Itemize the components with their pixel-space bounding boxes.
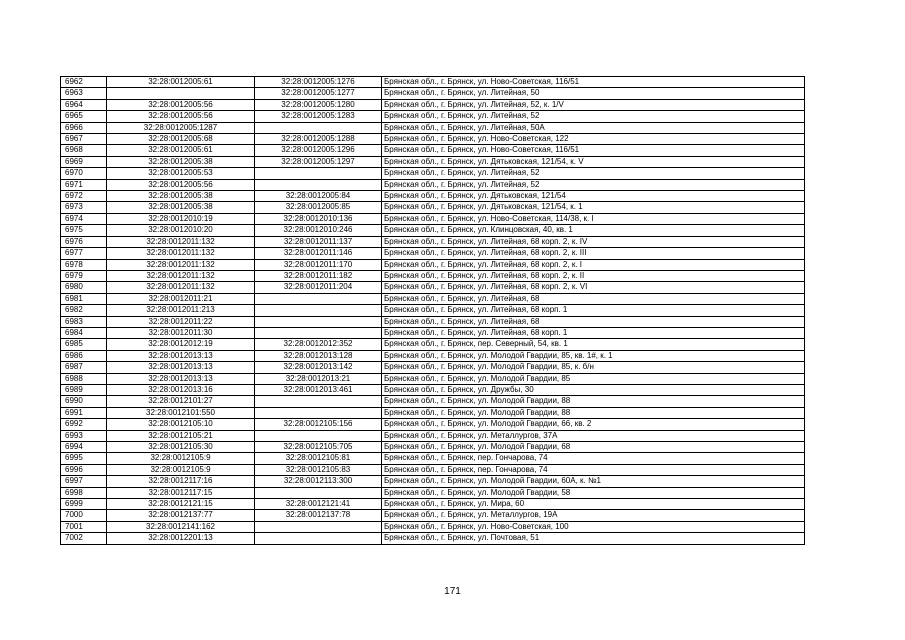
parcel-number-cell: 32:28:0012010:20 [107, 225, 255, 236]
table-row [61, 464, 805, 475]
row-number-cell: 6977 [61, 248, 107, 259]
row-number-cell: 6975 [61, 225, 107, 236]
object-number-cell [255, 533, 382, 544]
object-number-cell: 32:28:0012113:300 [255, 476, 382, 487]
table-row [61, 122, 805, 133]
object-number-cell: 32:28:0012005:1288 [255, 134, 382, 145]
object-number-cell: 32:28:0012011:182 [255, 270, 382, 281]
address-cell: Брянская обл., г. Брянск, ул. Молодой Гвардии, 88 [382, 396, 805, 407]
object-number-cell: 32:28:0012105:705 [255, 442, 382, 453]
table-row [61, 419, 805, 430]
address-cell: Брянская обл., г. Брянск, ул. Мира, 60 [382, 499, 805, 510]
parcel-number-cell: 32:28:0012005:38 [107, 191, 255, 202]
row-number-cell: 6962 [61, 77, 107, 88]
address-cell: Брянская обл., г. Брянск, ул. Литейная, 68 корп. 2, к. IV [382, 236, 805, 247]
row-number-cell: 6963 [61, 88, 107, 99]
row-number-cell: 6973 [61, 202, 107, 213]
table-row [61, 293, 805, 304]
address-cell: Брянская обл., г. Брянск, ул. Дружбы, 30 [382, 384, 805, 395]
parcel-number-cell [107, 88, 255, 99]
address-cell: Брянская обл., г. Брянск, ул. Литейная, 68 [382, 316, 805, 327]
row-number-cell: 6989 [61, 384, 107, 395]
object-number-cell: 32:28:0012005:1283 [255, 111, 382, 122]
table-row [61, 77, 805, 88]
object-number-cell: 32:28:0012011:204 [255, 282, 382, 293]
parcel-number-cell: 32:28:0012005:56 [107, 111, 255, 122]
address-cell: Брянская обл., г. Брянск, пер. Гончарова, 74 [382, 464, 805, 475]
address-cell: Брянская обл., г. Брянск, пер. Гончарова, 74 [382, 453, 805, 464]
object-number-cell [255, 407, 382, 418]
address-cell: Брянская обл., г. Брянск, ул. Литейная, 68 корп. 1 [382, 305, 805, 316]
table-row [61, 213, 805, 224]
parcel-number-cell: 32:28:0012005:38 [107, 156, 255, 167]
table-row [61, 225, 805, 236]
row-number-cell: 6984 [61, 327, 107, 338]
address-cell: Брянская обл., г. Брянск, ул. Ново-Советская, 122 [382, 134, 805, 145]
table-row [61, 168, 805, 179]
address-cell: Брянская обл., г. Брянск, ул. Литейная, 68 корп. 2, к. III [382, 248, 805, 259]
table-row [61, 373, 805, 384]
row-number-cell: 6996 [61, 464, 107, 475]
object-number-cell: 32:28:0012013:21 [255, 373, 382, 384]
object-number-cell [255, 316, 382, 327]
table-row [61, 305, 805, 316]
object-number-cell: 32:28:0012010:136 [255, 213, 382, 224]
row-number-cell: 7002 [61, 533, 107, 544]
parcel-number-cell: 32:28:0012105:10 [107, 419, 255, 430]
row-number-cell: 6968 [61, 145, 107, 156]
address-cell: Брянская обл., г. Брянск, ул. Литейная, 68 корп. 2, к. VI [382, 282, 805, 293]
address-cell: Брянская обл., г. Брянск, ул. Литейная, 68 корп. 2, к. I [382, 259, 805, 270]
parcel-number-cell: 32:28:0012010:19 [107, 213, 255, 224]
table-row [61, 350, 805, 361]
parcel-number-cell: 32:28:0012011:132 [107, 282, 255, 293]
page-number: 171 [444, 586, 461, 597]
parcel-number-cell: 32:28:0012011:30 [107, 327, 255, 338]
address-cell: Брянская обл., г. Брянск, ул. Литейная, 50А [382, 122, 805, 133]
table-row [61, 499, 805, 510]
object-number-cell: 32:28:0012105:83 [255, 464, 382, 475]
row-number-cell: 6983 [61, 316, 107, 327]
table-row [61, 236, 805, 247]
table-row [61, 442, 805, 453]
table-row [61, 248, 805, 259]
parcel-number-cell: 32:28:0012101:550 [107, 407, 255, 418]
table-row [61, 191, 805, 202]
parcel-number-cell: 32:28:0012121:15 [107, 499, 255, 510]
parcel-number-cell: 32:28:0012201:13 [107, 533, 255, 544]
row-number-cell: 7000 [61, 510, 107, 521]
address-cell: Брянская обл., г. Брянск, ул. Почтовая, 51 [382, 533, 805, 544]
table-row [61, 476, 805, 487]
address-cell: Брянская обл., г. Брянск, ул. Литейная, 52 [382, 111, 805, 122]
table-row [61, 145, 805, 156]
address-cell: Брянская обл., г. Брянск, ул. Молодой Гвардии, 85, кв. 1#, к. 1 [382, 350, 805, 361]
object-number-cell: 32:28:0012005:1276 [255, 77, 382, 88]
object-number-cell: 32:28:0012013:128 [255, 350, 382, 361]
table-row [61, 88, 805, 99]
object-number-cell: 32:28:0012121:41 [255, 499, 382, 510]
address-cell: Брянская обл., г. Брянск, ул. Ново-Советская, 116/51 [382, 77, 805, 88]
row-number-cell: 6982 [61, 305, 107, 316]
parcel-number-cell: 32:28:0012005:38 [107, 202, 255, 213]
object-number-cell: 32:28:0012105:156 [255, 419, 382, 430]
row-number-cell: 6964 [61, 99, 107, 110]
parcel-number-cell: 32:28:0012005:1287 [107, 122, 255, 133]
address-cell: Брянская обл., г. Брянск, ул. Литейная, 68 [382, 293, 805, 304]
object-number-cell [255, 305, 382, 316]
table-row [61, 156, 805, 167]
address-cell: Брянская обл., г. Брянск, ул. Ново-Советская, 114/38, к. I [382, 213, 805, 224]
parcel-number-cell: 32:28:0012012:19 [107, 339, 255, 350]
parcel-number-cell: 32:28:0012011:132 [107, 236, 255, 247]
row-number-cell: 6965 [61, 111, 107, 122]
address-cell: Брянская обл., г. Брянск, пер. Северный, 54, кв. 1 [382, 339, 805, 350]
address-cell: Брянская обл., г. Брянск, ул. Ново-Советская, 116/51 [382, 145, 805, 156]
parcel-number-cell: 32:28:0012011:132 [107, 270, 255, 281]
row-number-cell: 6970 [61, 168, 107, 179]
parcel-number-cell: 32:28:0012011:132 [107, 259, 255, 270]
row-number-cell: 6978 [61, 259, 107, 270]
parcel-number-cell: 32:28:0012005:61 [107, 145, 255, 156]
object-number-cell: 32:28:0012013:142 [255, 362, 382, 373]
row-number-cell: 6986 [61, 350, 107, 361]
row-number-cell: 7001 [61, 521, 107, 532]
row-number-cell: 6985 [61, 339, 107, 350]
address-cell: Брянская обл., г. Брянск, ул. Дятьковская, 121/54 [382, 191, 805, 202]
object-number-cell [255, 327, 382, 338]
parcel-number-cell: 32:28:0012117:15 [107, 487, 255, 498]
address-cell: Брянская обл., г. Брянск, ул. Дятьковская, 121/54, к. 1 [382, 202, 805, 213]
address-cell: Брянская обл., г. Брянск, ул. Молодой Гвардии, 68 [382, 442, 805, 453]
parcel-number-cell: 32:28:0012005:56 [107, 99, 255, 110]
parcel-number-cell: 32:28:0012013:16 [107, 384, 255, 395]
object-number-cell: 32:28:0012137:78 [255, 510, 382, 521]
row-number-cell: 6992 [61, 419, 107, 430]
parcel-number-cell: 32:28:0012137:77 [107, 510, 255, 521]
address-cell: Брянская обл., г. Брянск, ул. Молодой Гвардии, 66, кв. 2 [382, 419, 805, 430]
parcel-number-cell: 32:28:0012011:21 [107, 293, 255, 304]
row-number-cell: 6981 [61, 293, 107, 304]
row-number-cell: 6966 [61, 122, 107, 133]
object-number-cell [255, 168, 382, 179]
table-row [61, 202, 805, 213]
row-number-cell: 6967 [61, 134, 107, 145]
row-number-cell: 6994 [61, 442, 107, 453]
object-number-cell: 32:28:0012105:81 [255, 453, 382, 464]
table-row [61, 134, 805, 145]
object-number-cell [255, 487, 382, 498]
parcel-table-body [61, 77, 805, 545]
parcel-number-cell: 32:28:0012117:16 [107, 476, 255, 487]
address-cell: Брянская обл., г. Брянск, ул. Клинцовская, 40, кв. 1 [382, 225, 805, 236]
table-row [61, 407, 805, 418]
parcel-number-cell: 32:28:0012105:9 [107, 453, 255, 464]
parcel-number-cell: 32:28:0012105:30 [107, 442, 255, 453]
row-number-cell: 6980 [61, 282, 107, 293]
object-number-cell [255, 179, 382, 190]
address-cell: Брянская обл., г. Брянск, ул. Литейная, 68 корп. 1 [382, 327, 805, 338]
address-cell: Брянская обл., г. Брянск, ул. Металлургов, 19А [382, 510, 805, 521]
parcel-number-cell: 32:28:0012101:27 [107, 396, 255, 407]
table-row [61, 316, 805, 327]
object-number-cell [255, 521, 382, 532]
parcel-number-cell: 32:28:0012005:56 [107, 179, 255, 190]
table-row [61, 282, 805, 293]
table-row [61, 270, 805, 281]
object-number-cell: 32:28:0012011:137 [255, 236, 382, 247]
parcel-number-cell: 32:28:0012105:9 [107, 464, 255, 475]
object-number-cell: 32:28:0012010:246 [255, 225, 382, 236]
row-number-cell: 6999 [61, 499, 107, 510]
object-number-cell: 32:28:0012005:1277 [255, 88, 382, 99]
table-row [61, 521, 805, 532]
row-number-cell: 6998 [61, 487, 107, 498]
table-row [61, 487, 805, 498]
address-cell: Брянская обл., г. Брянск, ул. Металлургов, 37А [382, 430, 805, 441]
address-cell: Брянская обл., г. Брянск, ул. Литейная, 68 корп. 2, к. II [382, 270, 805, 281]
parcel-number-cell: 32:28:0012013:13 [107, 350, 255, 361]
row-number-cell: 6997 [61, 476, 107, 487]
address-cell: Брянская обл., г. Брянск, ул. Молодой Гвардии, 85 [382, 373, 805, 384]
object-number-cell: 32:28:0012011:170 [255, 259, 382, 270]
address-cell: Брянская обл., г. Брянск, ул. Молодой Гвардии, 60А, к. №1 [382, 476, 805, 487]
object-number-cell: 32:28:0012005:84 [255, 191, 382, 202]
parcel-number-cell: 32:28:0012005:53 [107, 168, 255, 179]
row-number-cell: 6976 [61, 236, 107, 247]
row-number-cell: 6987 [61, 362, 107, 373]
parcel-table [60, 76, 805, 545]
table-row [61, 259, 805, 270]
row-number-cell: 6972 [61, 191, 107, 202]
row-number-cell: 6979 [61, 270, 107, 281]
table-row [61, 396, 805, 407]
row-number-cell: 6969 [61, 156, 107, 167]
row-number-cell: 6990 [61, 396, 107, 407]
row-number-cell: 6988 [61, 373, 107, 384]
object-number-cell [255, 396, 382, 407]
address-cell: Брянская обл., г. Брянск, ул. Молодой Гвардии, 88 [382, 407, 805, 418]
address-cell: Брянская обл., г. Брянск, ул. Литейная, 50 [382, 88, 805, 99]
object-number-cell: 32:28:0012013:461 [255, 384, 382, 395]
address-cell: Брянская обл., г. Брянск, ул. Литейная, 52, к. 1/V [382, 99, 805, 110]
parcel-number-cell: 32:28:0012005:68 [107, 134, 255, 145]
table-row [61, 533, 805, 544]
address-cell: Брянская обл., г. Брянск, ул. Дятьковская, 121/54, к. V [382, 156, 805, 167]
row-number-cell: 6995 [61, 453, 107, 464]
table-row [61, 453, 805, 464]
object-number-cell: 32:28:0012005:1297 [255, 156, 382, 167]
table-row [61, 111, 805, 122]
address-cell: Брянская обл., г. Брянск, ул. Молодой Гвардии, 58 [382, 487, 805, 498]
address-cell: Брянская обл., г. Брянск, ул. Ново-Советская, 100 [382, 521, 805, 532]
table-row [61, 362, 805, 373]
row-number-cell: 6991 [61, 407, 107, 418]
object-number-cell: 32:28:0012011:146 [255, 248, 382, 259]
table-row [61, 430, 805, 441]
table-row [61, 384, 805, 395]
object-number-cell [255, 122, 382, 133]
parcel-number-cell: 32:28:0012011:22 [107, 316, 255, 327]
address-cell: Брянская обл., г. Брянск, ул. Литейная, 52 [382, 179, 805, 190]
parcel-number-cell: 32:28:0012141:162 [107, 521, 255, 532]
address-cell: Брянская обл., г. Брянск, ул. Литейная, 52 [382, 168, 805, 179]
parcel-number-cell: 32:28:0012011:132 [107, 248, 255, 259]
row-number-cell: 6974 [61, 213, 107, 224]
row-number-cell: 6971 [61, 179, 107, 190]
table-row [61, 510, 805, 521]
table-row [61, 179, 805, 190]
object-number-cell: 32:28:0012005:85 [255, 202, 382, 213]
object-number-cell: 32:28:0012005:1280 [255, 99, 382, 110]
table-row [61, 339, 805, 350]
object-number-cell [255, 293, 382, 304]
object-number-cell: 32:28:0012005:1296 [255, 145, 382, 156]
table-row [61, 99, 805, 110]
address-cell: Брянская обл., г. Брянск, ул. Молодой Гвардии, 85, к. б/н [382, 362, 805, 373]
parcel-number-cell: 32:28:0012013:13 [107, 362, 255, 373]
table-row [61, 327, 805, 338]
parcel-number-cell: 32:28:0012011:213 [107, 305, 255, 316]
row-number-cell: 6993 [61, 430, 107, 441]
parcel-number-cell: 32:28:0012005:61 [107, 77, 255, 88]
parcel-number-cell: 32:28:0012013:13 [107, 373, 255, 384]
object-number-cell [255, 430, 382, 441]
parcel-number-cell: 32:28:0012105:21 [107, 430, 255, 441]
object-number-cell: 32:28:0012012:352 [255, 339, 382, 350]
